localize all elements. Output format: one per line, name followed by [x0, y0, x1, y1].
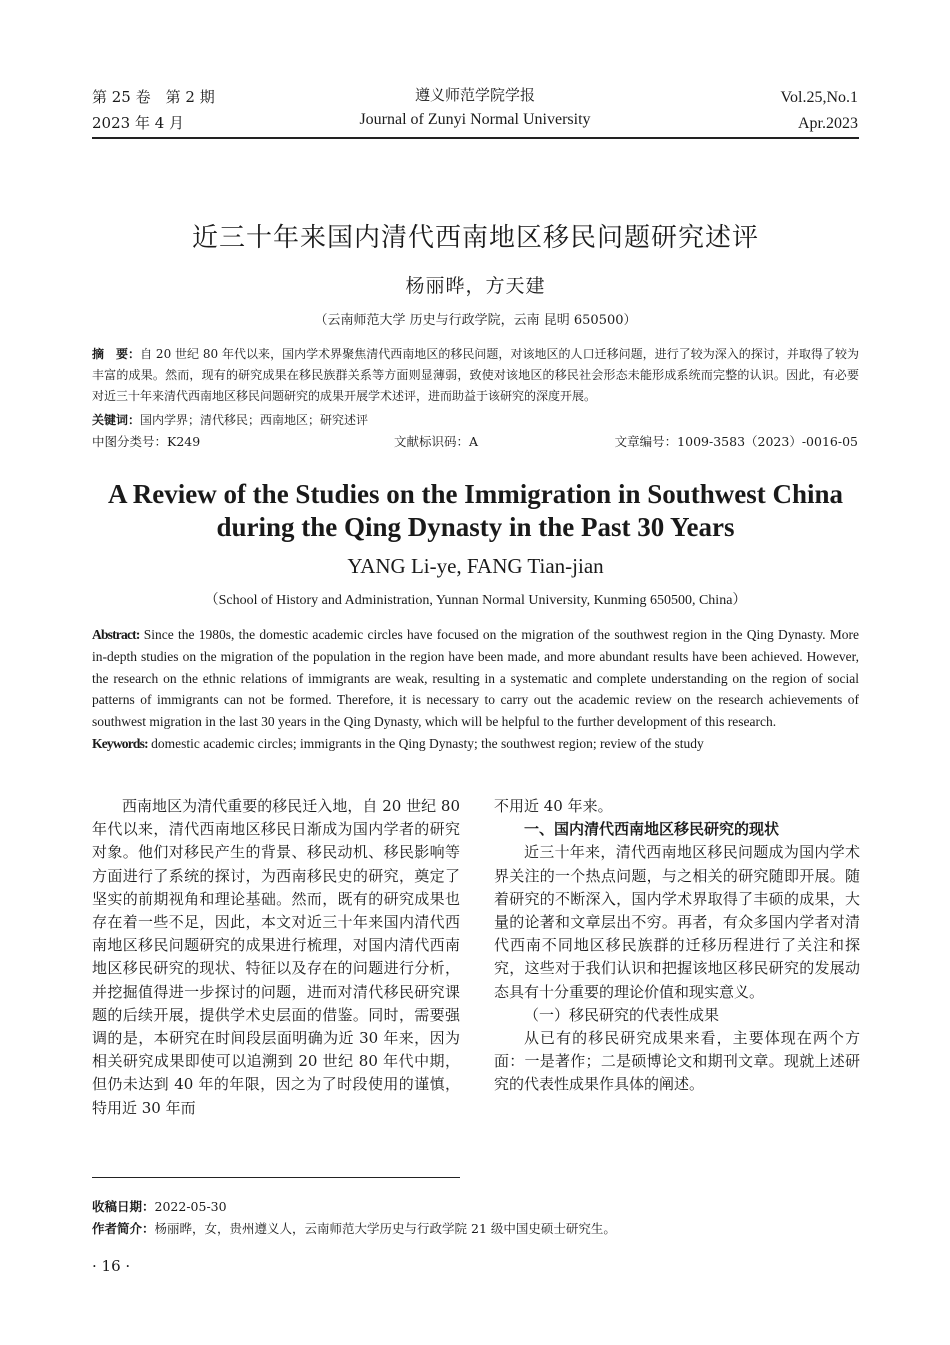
- affiliation-cn: （云南师范大学 历史与行政学院，云南 昆明 650500）: [314, 313, 637, 328]
- header-volume-en: Vol.25,No.1: [780, 89, 858, 106]
- abstract-en-text: Since the 1980s, the domestic academic circles have focused on the migration of the southwest region in the Qing Dynasty. More in-depth studies on the migration of the population in the region have been made, and more abundant results have been achieved. However, the research on the ethnic relations of immigrants are weak, resulting in a systematic and complete understanding on the region of social patterns of immigrants can not be formed. Therefore, it is necessary to carry out the academic review on the research achievements of southwest migration in the last 30 years in the Qing Dynasty, which will be helpful to the further development of this research.: [92, 627, 859, 730]
- body-paragraph: 近三十年来，清代西南地区移民问题成为国内学术界关注的一个热点问题，与之相关的研究随即开展。随着研究的不断深入，国内学术界取得了丰硕的成果，大量的论著和文章层出不穷。再者，有众多国内学者对清代西南不同地区移民族群的迁移历程进行了关注和探究，这些对于我们认识和把握该地区移民研究的发展动态具有十分重要的理论价值和现实意义。: [494, 843, 860, 1001]
- page-number: · 16 ·: [92, 1257, 131, 1275]
- keywords-en: [92, 733, 859, 755]
- header-date-en: Apr.2023: [798, 115, 858, 132]
- header-volume-cn: 第 25 卷 第 2 期: [92, 88, 215, 106]
- authors-en: YANG Li-ye, FANG Tian-jian: [347, 554, 604, 578]
- affiliation-en: （School of History and Administration, Yunnan Normal University, Kunming 650500, China）: [204, 593, 747, 608]
- footnote-author: [92, 1219, 859, 1239]
- keywords-cn-label: 关键词：: [92, 413, 141, 427]
- title-cn: 近三十年来国内清代西南地区移民问题研究述评: [191, 223, 759, 253]
- keywords-en-text: domestic academic circles; immigrants in the Qing Dynasty; the southwest region; review of the study: [147, 736, 704, 751]
- body-right-column: [494, 795, 860, 1097]
- authors-cn: 杨丽晔，方天建: [405, 275, 546, 297]
- keywords-en-label: Keywords:: [92, 736, 148, 751]
- keywords-cn: [92, 410, 859, 431]
- body-paragraph: 从已有的移民研究成果来看，主要体现在两个方面：一是著作；二是硕博论文和期刊文章。现就上述研究的代表性成果作具体的阐述。: [494, 1029, 860, 1094]
- author-label: 作者简介：: [92, 1221, 155, 1236]
- header-date-cn: 2023 年 4 月: [92, 114, 185, 132]
- header-journal-cn: 遵义师范学院学报: [414, 86, 535, 104]
- meta-doc-code: 文献标识码：A: [394, 434, 479, 449]
- footnote-received: [92, 1197, 859, 1217]
- abstract-cn-label: 摘 要：: [92, 347, 141, 361]
- abstract-cn: [92, 344, 859, 407]
- abstract-en-label: Abstract:: [92, 627, 140, 642]
- body-left-column: [92, 795, 460, 1120]
- received-label: 收稿日期：: [92, 1199, 155, 1214]
- received-date: 2022-05-30: [154, 1199, 227, 1214]
- body-paragraph-continued: 不用近 40 年来。: [494, 797, 613, 815]
- header-journal-en: Journal of Zunyi Normal University: [359, 111, 591, 128]
- title-en-line1: A Review of the Studies on the Immigration in Southwest China: [107, 479, 844, 509]
- abstract-en: [92, 624, 859, 733]
- abstract-cn-text: 自 20 世纪 80 年代以来，国内学术界聚焦清代西南地区的移民问题，对该地区的人口迁移问题，进行了较为深入的探讨，并取得了较为丰富的成果。然而，现有的研究成果在移民族群关系等方面则显薄弱，致使对该地区的移民社会形态未能形成系统而完整的认识。因此，有必要对近三十年来清代西南地区移民问题研究的成果开展学术述评，进而助益于该研究的深度开展。: [92, 347, 859, 403]
- header-rule: [92, 137, 859, 139]
- title-en-line2: during the Qing Dynasty in the Past 30 Years: [216, 512, 735, 542]
- keywords-cn-text: 国内学界；清代移民；西南地区；研究述评: [140, 413, 369, 427]
- section-heading: 一、国内清代西南地区移民研究的现状: [524, 820, 780, 839]
- body-paragraph: 西南地区为清代重要的移民迁入地，自 20 世纪 80 年代以来，清代西南地区移民日渐成为国内学者的研究对象。他们对移民产生的背景、移民动机、移民影响等方面进行了系统的探讨，为西南移民史的研究，奠定了坚实的前期视角和理论基础。然而，既有的研究成果也存在着一些不足，因此，本文对近三十年来国内清代西南地区移民问题研究的成果进行梳理，对国内清代西南地区移民研究的现状、特征以及存在的问题进行分析，并挖掘值得进一步探讨的问题，进而对清代移民研究课题的后续开展，提供学术史层面的借鉴。同时，需要强调的是，本研究在时间段层面明确为近 30 年来，因为相关研究成果即使可以追溯到 20 世纪 80 年代中期，但仍未达到 40 年的年限，因之为了时段使用的谨慎，特用近 30 年而: [92, 797, 460, 1117]
- author-bio: 杨丽晔，女，贵州遵义人，云南师范大学历史与行政学院 21 级中国史硕士研究生。: [154, 1221, 616, 1236]
- meta-clc: 中图分类号：K249: [92, 434, 201, 449]
- meta-article-no: 文章编号：1009-3583（2023）-0016-05: [614, 434, 858, 449]
- footnote-rule: [92, 1177, 460, 1178]
- subsection-heading: （一）移民研究的代表性成果: [524, 1005, 720, 1024]
